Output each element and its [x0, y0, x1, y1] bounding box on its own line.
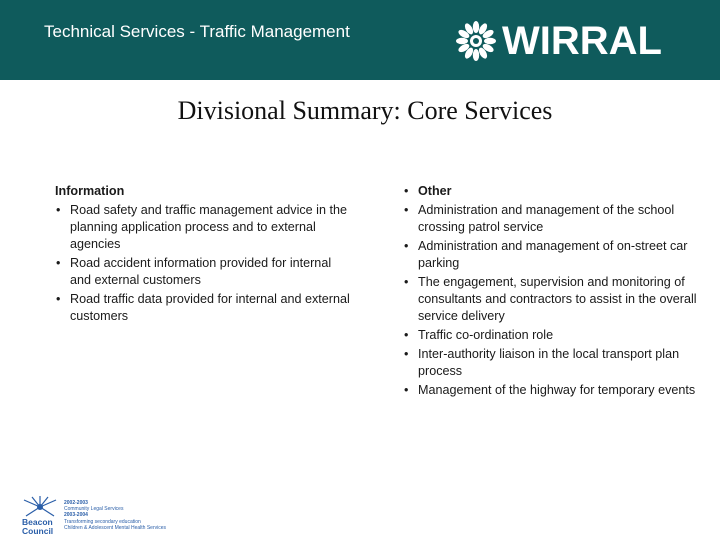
- wirral-emblem-icon: [456, 21, 496, 61]
- information-column: [55, 183, 355, 327]
- beacon-council-badge: [22, 496, 166, 536]
- header-bar: [0, 0, 720, 80]
- other-heading: • Other: [403, 183, 701, 200]
- information-heading: Information: [55, 184, 125, 198]
- list-item: • Traffic co-ordination role: [403, 327, 701, 344]
- list-item: • The engagement, supervision and monitoring of consultants and contractors to assist in the overall service delivery: [403, 274, 701, 325]
- list-item: • Administration and management of on-street car parking: [403, 238, 701, 272]
- list-item: • Road safety and traffic management advice in the planning application process and to external agencies: [55, 202, 355, 253]
- list-item: • Management of the highway for temporary events: [403, 382, 701, 399]
- list-item: • Inter-authority liaison in the local transport plan process: [403, 346, 701, 380]
- list-item: • Road accident information provided for internal and external customers: [55, 255, 355, 289]
- header-title: Technical Services - Traffic Management: [44, 22, 350, 41]
- other-list: [403, 202, 701, 399]
- logo-wordmark: WIRRAL: [502, 19, 662, 63]
- wirral-logo: [456, 18, 662, 64]
- beacon-label: Beacon Council: [22, 517, 54, 536]
- other-column: [403, 183, 701, 401]
- slide-title: Divisional Summary: Core Services: [177, 96, 553, 125]
- beacon-award-lines: 2002-2003 Community Legal Services 2003-2004 Transforming secondary education Children & Adolescent Mental Health Services: [64, 500, 166, 531]
- information-list: [55, 202, 355, 325]
- list-item: • Road traffic data provided for internal and external customers: [55, 291, 355, 325]
- beacon-star-icon: [22, 496, 58, 518]
- list-item: • Administration and management of the school crossing patrol service: [403, 202, 701, 236]
